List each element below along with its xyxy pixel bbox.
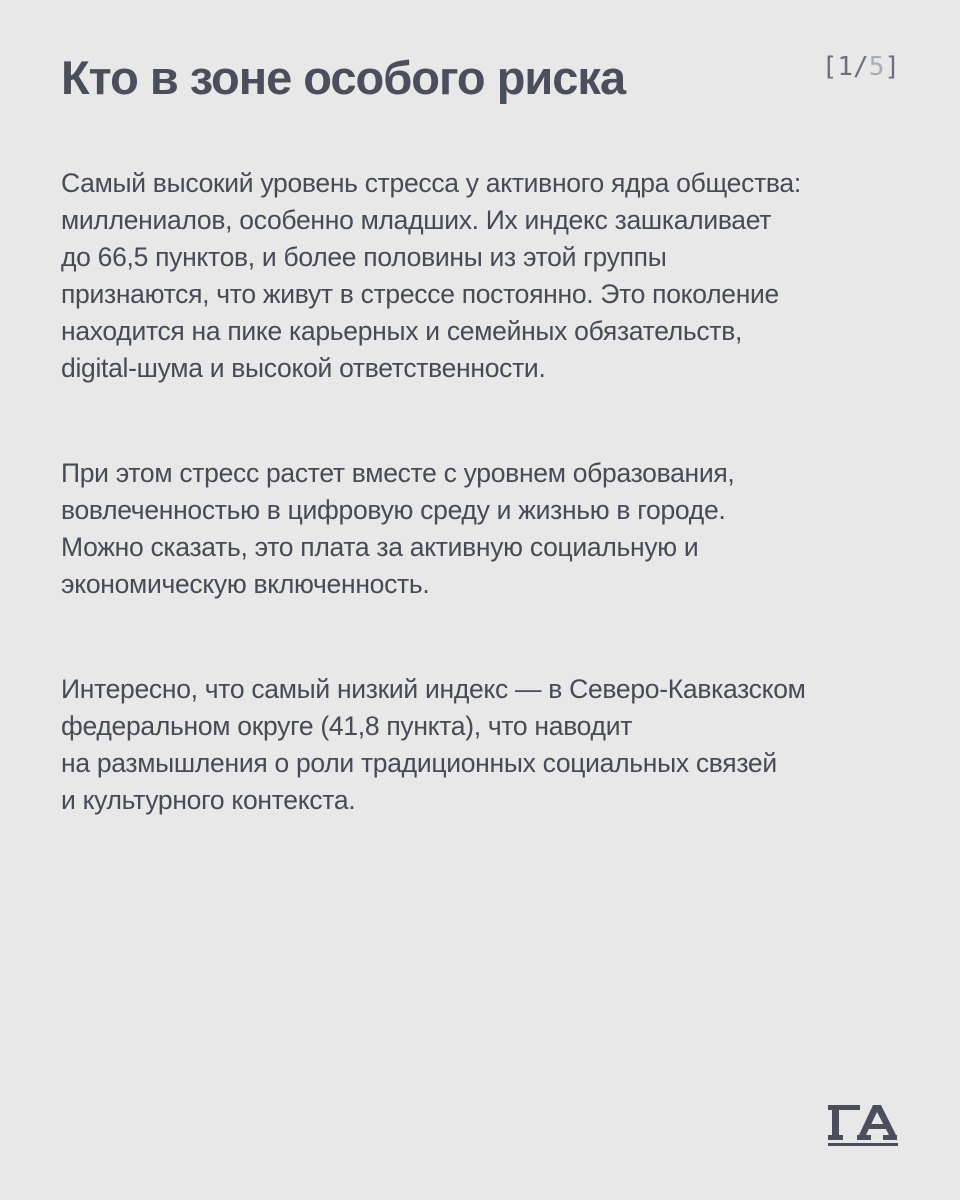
paragraph-line: Можно сказать, это плата за активную социальную и xyxy=(61,532,699,562)
brand-logo xyxy=(826,1103,900,1147)
paragraph-line: При этом стресс растет вместе с уровнем образования, xyxy=(61,458,735,488)
paragraph-1 xyxy=(61,165,911,387)
paragraph-line: Самый высокий уровень стресса у активного ядра общества: xyxy=(61,168,801,198)
page-indicator-open: [ xyxy=(821,52,838,82)
paragraph-line: Интересно, что самый низкий индекс — в Северо-Кавказском xyxy=(61,674,806,704)
paragraph-line: находится на пике карьерных и семейных обязательств, xyxy=(61,316,743,346)
paragraph-3 xyxy=(61,671,911,819)
article-body xyxy=(61,165,911,887)
paragraph-line: digital-шума и высокой ответственности. xyxy=(61,353,546,383)
page-indicator-total: 5 xyxy=(868,52,885,82)
paragraph-line: на размышления о роли традиционных социальных связей xyxy=(61,748,777,778)
page-indicator-close: ] xyxy=(884,52,900,82)
paragraph-line: федеральном округе (41,8 пункта), что наводит xyxy=(61,711,633,741)
paragraph-2 xyxy=(61,455,911,603)
page-indicator-current: 1 xyxy=(837,52,854,82)
paragraph-line: миллениалов, особенно младших. Их индекс зашкаливает xyxy=(61,205,772,235)
page-indicator-separator: / xyxy=(853,52,869,82)
paragraph-line: и культурного контекста. xyxy=(61,785,356,815)
page-indicator xyxy=(822,52,900,82)
paragraph-line: экономическую включенность. xyxy=(61,569,430,599)
paragraph-line: до 66,5 пунктов, и более половины из этой группы xyxy=(61,242,667,272)
paragraph-line: признаются, что живут в стрессе постоянно. Это поколение xyxy=(61,279,779,309)
paragraph-line: вовлеченностью в цифровую среду и жизнью в городе. xyxy=(61,495,726,525)
page-title: Кто в зоне особого риска xyxy=(61,51,626,104)
